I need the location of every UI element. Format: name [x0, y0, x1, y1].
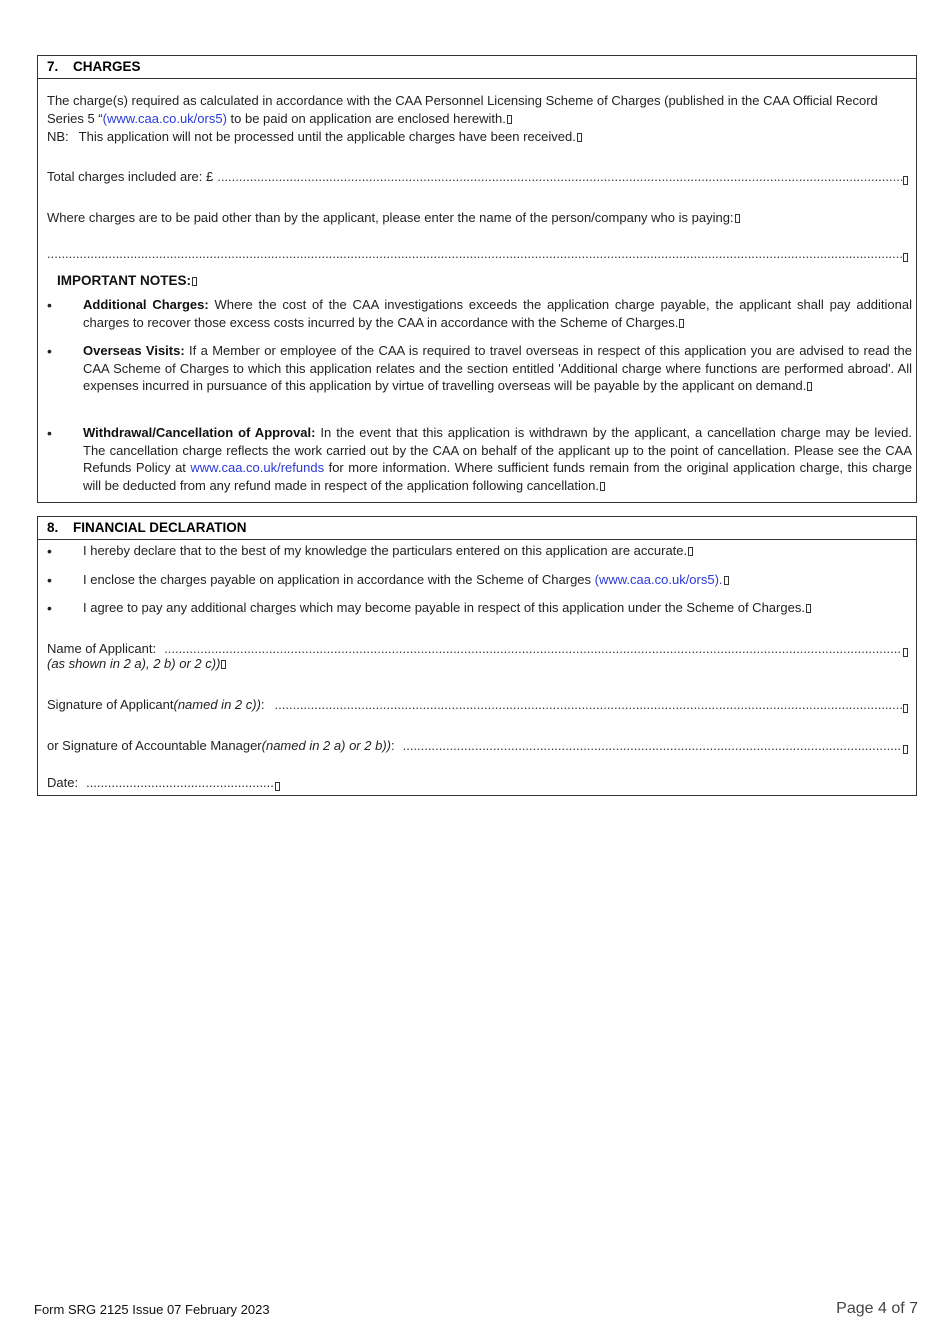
- declaration-text: I enclose the charges payable on application in accordance with the Scheme of Charges: [83, 572, 595, 587]
- placeholder-glyph: [688, 547, 693, 556]
- payer-name-field[interactable]: [47, 246, 908, 262]
- placeholder-glyph: [221, 660, 226, 669]
- note-title: Withdrawal/Cancellation of Approval:: [83, 425, 316, 440]
- dotted-line: [275, 697, 902, 713]
- nb-label: NB:: [47, 129, 69, 144]
- placeholder-glyph: [903, 704, 908, 713]
- declaration-text-end: .: [718, 572, 723, 587]
- applicant-signature-label: Signature of Applicant: [47, 697, 174, 712]
- declaration-accurate: [83, 542, 912, 560]
- dotted-line: [164, 641, 902, 657]
- payer-text: Where charges are to be paid other than by the applicant, please enter the name of the person/company who is paying:: [47, 210, 734, 225]
- note-text: In the event that this application is withdrawn by the applicant, a cancellation charge may be levied. The cancellation charge reflects the work carried out by the CAA on behalf of the applicant up to the point of cancellation. Please see the CAA Refunds Policy at: [83, 425, 912, 476]
- note-text: Where the cost of the CAA investigations exceeds the application charge payable, the applicant shall pay additional charges to recover those excess costs incurred by the CAA in accordance with the Scheme of Charges.: [83, 297, 912, 330]
- declaration-text: I agree to pay any additional charges which may become payable in respect of this application under the Scheme of Charges.: [83, 600, 805, 615]
- important-notes-heading: [57, 272, 908, 290]
- date-label: Date:: [47, 775, 79, 790]
- placeholder-glyph: [275, 782, 280, 791]
- manager-signature-label: or Signature of Accountable Manager: [47, 738, 262, 753]
- note-text-end: for more information. Where sufficient funds remain from the original application charge, this charge will be deducted from any refund made in respect of the application following cancellation.: [83, 460, 912, 493]
- bullet: •: [47, 425, 52, 441]
- manager-signature-field[interactable]: or Signature of Accountable Manager (named in 2 a) or 2 b)) : .....: [47, 738, 908, 754]
- dotted-line: [217, 169, 902, 185]
- nb-text: This application will not be processed until the applicable charges have been received.: [78, 129, 576, 144]
- placeholder-glyph: [192, 277, 197, 286]
- manager-signature-note: (named in 2 a) or 2 b)): [261, 738, 391, 753]
- payer-instruction: [47, 209, 908, 227]
- note-additional-charges: [83, 296, 912, 331]
- total-charges-field[interactable]: [47, 169, 908, 185]
- note-text: If a Member or employee of the CAA is required to travel overseas in respect of this application you are advised to read the CAA Scheme of Charges to which this application relates and the section entitled 'Additional charge where functions are performed abroad'. All expenses incurred in pursuance of this application by virtue of travelling overseas will be payable by the applicant on demand.: [83, 343, 912, 394]
- bullet: •: [47, 343, 52, 359]
- section-header: [38, 56, 916, 79]
- note-withdrawal-cancellation: [83, 424, 912, 494]
- refunds-link[interactable]: www.caa.co.uk/refunds: [190, 460, 325, 476]
- placeholder-glyph: [903, 253, 908, 262]
- bullet: •: [47, 572, 52, 588]
- placeholder-glyph: [807, 382, 812, 391]
- total-charges-label: Total charges included are: £: [47, 169, 214, 184]
- applicant-name-note: [47, 656, 908, 672]
- declaration-enclose-charges: [83, 571, 912, 589]
- section-header: [38, 517, 916, 540]
- bullet: •: [47, 543, 52, 559]
- note-title: Additional Charges:: [83, 297, 209, 312]
- financial-declaration-section: [37, 516, 917, 796]
- intro-text: The charge(s) required as calculated in accordance with the CAA Personnel Licensing Scheme of Charges (published in the CAA Official Record Series 5 “: [47, 93, 878, 126]
- page-number: Page 4 of 7: [836, 1300, 918, 1317]
- placeholder-glyph: [679, 319, 684, 328]
- placeholder-glyph: [903, 176, 908, 185]
- section-title: FINANCIAL DECLARATION: [73, 520, 247, 535]
- bullet: •: [47, 600, 52, 616]
- ors5-link[interactable]: (www.caa.co.uk/ors5): [594, 572, 719, 587]
- note-title: Overseas Visits:: [83, 343, 185, 358]
- declaration-additional-charges: [83, 599, 912, 617]
- placeholder-glyph: [735, 214, 740, 223]
- ors5-link[interactable]: (www.caa.co.uk/ors5): [102, 111, 227, 126]
- placeholder-glyph: [806, 604, 811, 613]
- placeholder-glyph: [600, 482, 605, 491]
- form-identifier: Form SRG 2125 Issue 07 February 2023: [34, 1302, 270, 1317]
- dotted-line: [47, 246, 902, 262]
- intro-text-end: to be paid on application are enclosed herewith.: [226, 111, 506, 126]
- declaration-text: I hereby declare that to the best of my knowledge the particulars entered on this application are accurate.: [83, 543, 688, 558]
- applicant-name-note-text: (as shown in 2 a), 2 b) or 2 c)): [47, 656, 221, 671]
- important-notes-text: IMPORTANT NOTES:: [57, 273, 191, 288]
- section-number: 7.: [47, 59, 59, 74]
- applicant-signature-field[interactable]: Signature of Applicant (named in 2 c)) : .....: [47, 697, 908, 713]
- applicant-name-field[interactable]: [47, 641, 908, 657]
- placeholder-glyph: [577, 133, 582, 142]
- section-title: CHARGES: [73, 59, 141, 74]
- intro-paragraph: [47, 92, 908, 146]
- section-number: 8.: [47, 520, 59, 535]
- bullet: •: [47, 297, 52, 313]
- placeholder-glyph: [507, 115, 512, 124]
- applicant-signature-note: (named in 2 c)): [173, 697, 261, 712]
- applicant-name-label: Name of Applicant:: [47, 641, 157, 656]
- placeholder-glyph: [724, 576, 729, 585]
- dotted-line: [403, 738, 902, 754]
- date-dots: ....................................................: [86, 775, 274, 790]
- placeholder-glyph: [903, 745, 908, 754]
- charges-section: [37, 55, 917, 503]
- note-overseas-visits: [83, 342, 912, 395]
- date-field[interactable]: [47, 775, 280, 791]
